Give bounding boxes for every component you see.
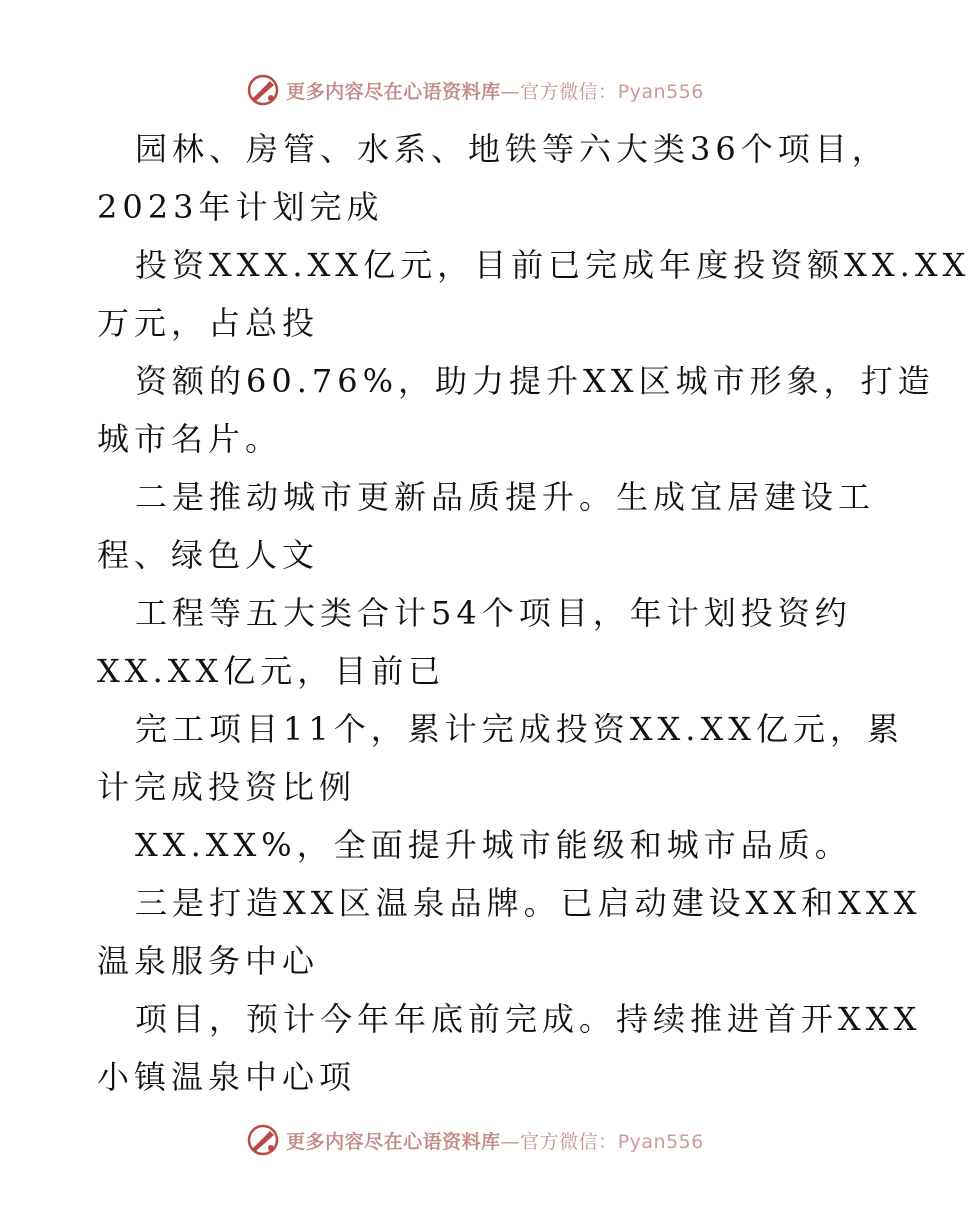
watermark-id: Pyan556	[617, 80, 704, 103]
text-line: 二是推动城市更新品质提升。生成宜居建设工	[135, 478, 876, 516]
text-line: 小镇温泉中心项	[97, 1058, 357, 1096]
text-line: 完工项目11个，累计完成投资XX.XX亿元，累	[135, 710, 905, 748]
text-line: 园林、房管、水系、地铁等六大类36个项目，	[135, 130, 889, 168]
watermark-suffix: 官方微信：	[520, 80, 618, 103]
watermark-text	[286, 77, 704, 104]
text-line: 工程等五大类合计54个项目，年计划投资约	[135, 594, 852, 632]
watermark-main: 更多内容尽在心语资料库	[286, 1130, 501, 1153]
quill-logo-icon	[246, 1123, 280, 1157]
quill-logo-icon	[246, 73, 280, 107]
text-line: 2023年计划完成	[97, 188, 384, 226]
text-line: 三是打造XX区温泉品牌。已启动建设XX和XXX	[135, 884, 922, 922]
text-line: XX.XX%，全面提升城市能级和城市品质。	[135, 826, 852, 864]
watermark-footer	[0, 1122, 950, 1158]
text-line: 城市名片。	[97, 420, 283, 458]
watermark-header	[0, 72, 950, 108]
watermark-text	[286, 1127, 704, 1154]
text-line: 程、绿色人文	[97, 536, 320, 574]
text-line: 投资XXX.XX亿元，目前已完成年度投资额XX.XX	[135, 246, 970, 284]
watermark-separator: —	[500, 80, 521, 103]
watermark-main: 更多内容尽在心语资料库	[286, 80, 501, 103]
document-body	[97, 120, 970, 1106]
watermark-suffix: 官方微信：	[520, 1130, 618, 1153]
text-line: 资额的60.76%，助力提升XX区城市形象，打造	[135, 362, 935, 400]
watermark-id: Pyan556	[617, 1130, 704, 1153]
text-line: 计完成投资比例	[97, 768, 357, 806]
text-line: 万元，占总投	[97, 304, 320, 342]
text-line: 项目，预计今年年底前完成。持续推进首开XXX	[135, 1000, 922, 1038]
text-line: 温泉服务中心	[97, 942, 320, 980]
text-line: XX.XX亿元，目前已	[97, 652, 446, 690]
watermark-separator: —	[500, 1130, 521, 1153]
